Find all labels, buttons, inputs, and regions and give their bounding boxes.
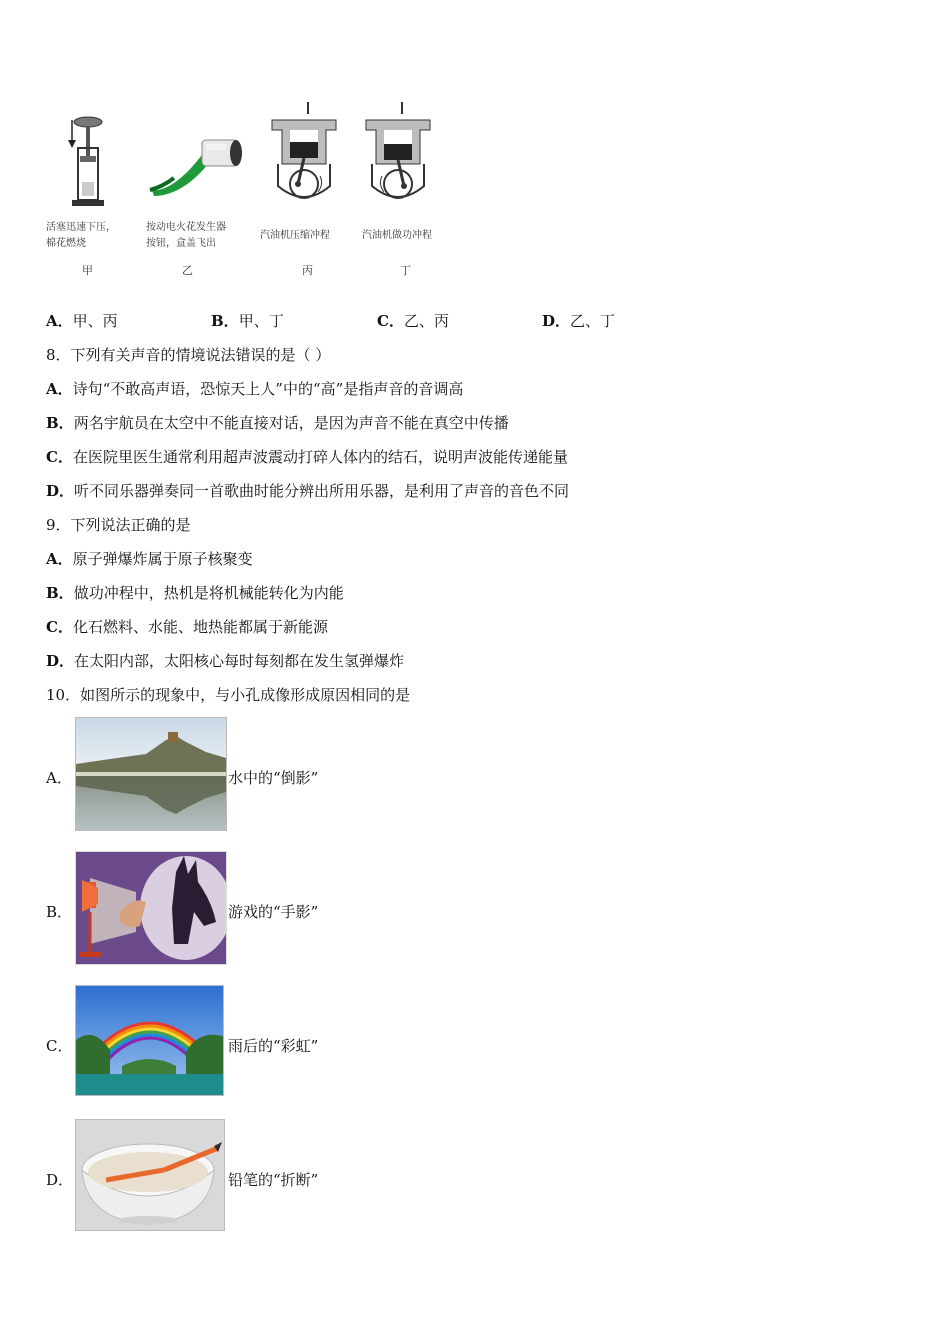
engine-compression-icon xyxy=(268,100,340,212)
piston-pump-icon xyxy=(56,112,116,212)
q10-option-a-letter[interactable]: A． xyxy=(46,769,72,787)
q8-option-b[interactable]: B．两名宇航员在太空中不能直接对话，是因为声音不能在真空中传播 xyxy=(46,414,509,432)
q10-option-b-text[interactable]: 游戏的“手影” xyxy=(228,903,319,921)
q8-option-d[interactable]: D．听不同乐器弹奏同一首歌曲时能分辨出所用乐器，是利用了声音的音色不同 xyxy=(46,482,570,500)
panel-ding-caption: 汽油机做功冲程 xyxy=(362,230,432,241)
q10-option-d-letter[interactable]: D． xyxy=(46,1171,74,1189)
q7-option-b[interactable]: B．甲、丁 xyxy=(211,312,284,330)
q9-option-b[interactable]: B．做功冲程中，热机是将机械能转化为内能 xyxy=(46,584,344,602)
q9-option-c[interactable]: C．化石燃料、水能、地热能都属于新能源 xyxy=(46,618,328,636)
q10-option-c-text[interactable]: 雨后的“彩虹” xyxy=(228,1037,319,1055)
water-reflection-photo xyxy=(75,717,227,831)
q8-option-c[interactable]: C．在医院里医生通常利用超声波震动打碎人体内的结石，说明声波能传递能量 xyxy=(46,448,568,466)
panel-bing-caption: 汽油机压缩冲程 xyxy=(260,230,330,241)
engine-power-icon xyxy=(362,100,434,212)
panel-yi-caption: 按动电火花发生器 按钮，盒盖飞出 xyxy=(146,222,226,249)
spark-generator-icon xyxy=(144,130,244,200)
q7-option-c[interactable]: C．乙、丙 xyxy=(377,312,449,330)
q10-option-c-letter[interactable]: C． xyxy=(46,1037,73,1055)
q9-option-a[interactable]: A．原子弹爆炸属于原子核聚变 xyxy=(46,550,253,568)
q10-option-b-letter[interactable]: B． xyxy=(46,903,73,921)
q9-option-d[interactable]: D．在太阳内部，太阳核心每时每刻都在发生氢弹爆炸 xyxy=(46,652,405,670)
q10-stem: 10．如图所示的现象中，与小孔成像形成原因相同的是 xyxy=(46,686,411,704)
panel-jia-caption: 活塞迅速下压， 棉花燃烧 xyxy=(46,222,116,249)
q8-option-a[interactable]: A．诗句“不敢高声语，恐惊天上人”中的“高”是指声音的音调高 xyxy=(46,380,464,398)
rainbow-photo xyxy=(75,985,224,1096)
q7-option-d[interactable]: D．乙、丁 xyxy=(542,312,616,330)
q9-stem: 9．下列说法正确的是 xyxy=(46,516,191,534)
panel-ding-label: 丁 xyxy=(400,264,411,277)
pencil-in-bowl-photo xyxy=(75,1119,225,1231)
q8-stem: 8．下列有关声音的情境说法错误的是（ ） xyxy=(46,346,331,364)
panel-yi-label: 乙 xyxy=(182,264,193,277)
panel-bing-label: 丙 xyxy=(302,264,313,277)
q7-option-a[interactable]: A．甲、丙 xyxy=(46,312,118,330)
hand-shadow-photo xyxy=(75,851,227,965)
q10-option-d-text[interactable]: 铅笔的“折断” xyxy=(228,1171,319,1189)
panel-jia-label: 甲 xyxy=(82,264,93,277)
q10-option-a-text[interactable]: 水中的“倒影” xyxy=(228,769,319,787)
